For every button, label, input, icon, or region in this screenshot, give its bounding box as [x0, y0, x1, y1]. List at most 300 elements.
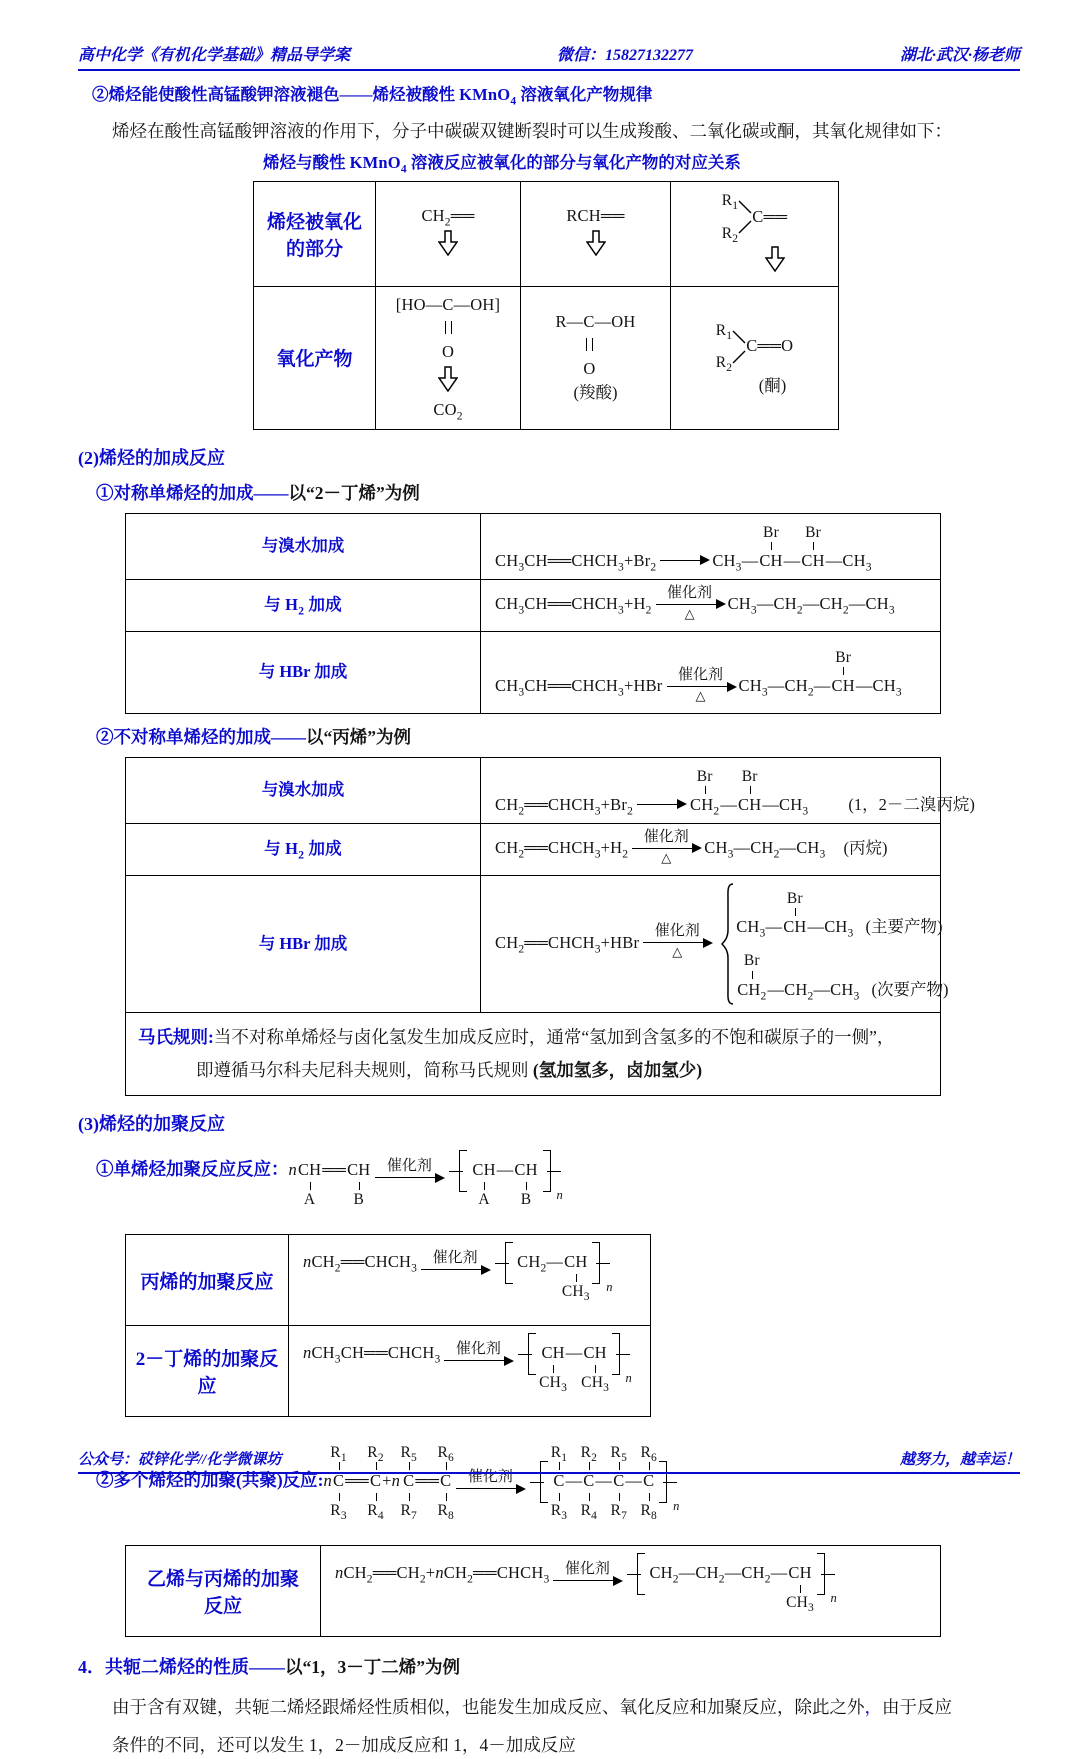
vertical-structure: [421, 206, 474, 261]
chemical-formula: CH: [783, 917, 807, 937]
structure-line: [445, 319, 452, 340]
polymerization-table: [125, 1234, 651, 1417]
t1-products-label: 氧化产物: [254, 286, 376, 429]
chemical-formula: —: [595, 1471, 613, 1491]
polymer-bracket-close: n: [541, 1150, 551, 1192]
oxidation-intro-paragraph: 烯烃在酸性高锰酸钾溶液的作用下，分子中碳碳双键断裂时可以生成羧酸、二氧化碳或酮，其氧化规律如下：: [112, 120, 952, 141]
chemical-formula: $—CH_3$: [807, 917, 854, 940]
row-label: [262, 780, 345, 801]
label-text: (酮): [758, 375, 787, 395]
t1-cell-carboxylic: [521, 286, 671, 429]
chemical-formula: $—CH_2—CH_3$: [767, 979, 860, 1003]
chemical-equation: [495, 883, 948, 1005]
chemical-formula: ══: [345, 1471, 369, 1491]
bond-down: [446, 1493, 447, 1501]
substituted-atom: [831, 648, 855, 697]
bond-cross: [616, 1354, 630, 1355]
chemical-formula: RCH══: [566, 206, 625, 226]
bond-down: [359, 1182, 360, 1190]
chemical-formula: KMnO$_4$: [459, 85, 517, 108]
substituent-top: Br: [786, 889, 803, 907]
reaction-arrow: [660, 558, 708, 563]
substituent-bottom: $R_7$: [610, 1501, 628, 1522]
label-text: 溶液氧化产物规律: [516, 85, 653, 104]
chemical-formula: C: [583, 1471, 595, 1491]
substituent-top: $R_1$: [330, 1443, 347, 1464]
paragraph-text: 由于反应: [882, 1697, 952, 1718]
polymer-bracket-close: n: [590, 1242, 600, 1284]
chemical-formula: CH: [541, 1343, 565, 1363]
reaction-arrow: [632, 829, 700, 866]
subheading-black: 以“丙烯”为例: [306, 727, 411, 747]
down-arrow-icon: [438, 230, 458, 256]
chemical-equation: [495, 639, 902, 706]
row-label: [264, 595, 342, 616]
carbon-double-bond: C══O: [746, 336, 794, 356]
substituted-atom: [347, 1160, 371, 1208]
table-row: [126, 1546, 941, 1637]
product-line: [736, 950, 948, 1001]
down-arrow-icon: [765, 246, 785, 272]
substituted-atom: [437, 1443, 454, 1522]
chemical-formula: $CH_3—CH_2—CH_3$: [704, 838, 826, 861]
chemical-structure: [396, 295, 500, 421]
structure-line: [586, 336, 593, 357]
chemical-equation: [303, 1242, 616, 1318]
chemical-formula: $nCH_2══CH_2+nCH_2══CHCH_3$: [335, 1563, 550, 1586]
product-stack: [736, 887, 949, 1003]
reaction-arrow: [643, 923, 711, 960]
catalyst-label: 催化剂: [432, 1250, 478, 1267]
chemical-formula: $nCH_3CH══CHCH_3$: [303, 1343, 441, 1366]
label-text: (1，2－二溴丙烷): [848, 795, 975, 814]
substituent-bottom: $CH_3$: [539, 1373, 568, 1394]
reaction-arrow: [444, 1341, 512, 1363]
bond-down: [576, 1274, 577, 1282]
structure-line: [421, 206, 474, 227]
bond-up: [752, 971, 753, 979]
t4-butene-label: 2－丁烯的加聚反应: [126, 1326, 289, 1417]
substituent-top: Br: [743, 952, 760, 970]
bond-cross: [663, 1482, 677, 1483]
catalyst-label: 催化剂: [643, 828, 689, 845]
diene-heading-blue: 4．共轭二烯烃的性质——: [78, 1657, 285, 1678]
t3-h2-equation: [481, 823, 941, 875]
chemical-formula: C: [643, 1471, 655, 1491]
vertical-structure: [396, 295, 500, 421]
substituted-atom: [367, 1443, 384, 1522]
delta-label: △: [684, 605, 695, 621]
kmno4-oxidation-table: [253, 181, 839, 430]
bond-cross: [449, 1171, 463, 1172]
bond-cross: [518, 1354, 532, 1355]
chemical-structure: [555, 312, 635, 404]
t2-h2-label: [126, 579, 481, 631]
chemical-formula: $CH_2══CHCH_3+Br_2$: [495, 795, 634, 818]
chemical-formula: C: [403, 1471, 415, 1491]
diagonal-bonds: [738, 192, 752, 242]
substituent-bottom: $R_8$: [640, 1501, 657, 1522]
diene-paragraph-line1: [112, 1693, 1020, 1721]
bond-cross: [596, 1263, 610, 1264]
diene-paragraph: [112, 1693, 1020, 1759]
t5-label: 乙烯与丙烯的加聚 反应: [126, 1546, 321, 1637]
chemical-equation: [289, 1150, 567, 1226]
catalyst-label: 催化剂: [564, 1561, 610, 1578]
chemical-formula: CH: [347, 1160, 371, 1180]
chemical-formula: 与 $H_2$ 加成: [264, 839, 342, 862]
arrow-line: [643, 942, 711, 943]
structure-line: [573, 383, 617, 404]
symmetric-addition-table: [125, 513, 941, 714]
section-addition-heading: (2)烯烃的加成反应: [78, 448, 225, 468]
table-row: [126, 875, 941, 1012]
chemical-formula: CH: [788, 1563, 812, 1583]
delta-label: △: [695, 688, 706, 704]
chemical-formula: $CH_2—CH_2—CH_2—$: [649, 1563, 788, 1586]
polymer-bracket-close: n: [657, 1461, 667, 1503]
chemical-formula: $CH_3—$: [712, 551, 759, 574]
bond-down: [376, 1493, 377, 1501]
header-author: 湖北·武汉·杨老师: [899, 47, 1020, 64]
substituent-top: Br: [741, 767, 758, 785]
t3-hbr-equation: [481, 875, 949, 1012]
t4-propene-label: 丙烯的加聚反应: [126, 1235, 289, 1326]
catalyst-label: 催化剂: [678, 666, 724, 683]
row-label: [259, 934, 348, 955]
label-text: 与溴水加成: [261, 536, 345, 556]
label-text: 与溴水加成: [261, 780, 345, 800]
chemical-formula: C: [553, 1471, 565, 1491]
chemical-formula: CH: [583, 1343, 607, 1363]
coefficient-n: n: [288, 1160, 297, 1180]
substituted-atom: [561, 1252, 590, 1303]
chemical-formula: $CH_2$: [737, 979, 767, 1003]
substituted-atom: [690, 767, 720, 818]
markovnikov-text: 即遵循马尔科夫尼科夫规则，简称马氏规则: [196, 1060, 533, 1081]
t3-bromine-label: [126, 758, 481, 824]
r-group-bottom: $R_2$: [715, 354, 733, 375]
substituted-atom: [786, 1563, 814, 1614]
chemical-formula: $CH_2—$: [517, 1252, 564, 1275]
chemical-equation: [303, 1333, 636, 1409]
chemical-formula: ══: [415, 1471, 440, 1491]
structure-line: [433, 400, 462, 421]
chemical-formula: —: [720, 795, 738, 814]
substituent-top: Br: [805, 523, 821, 541]
t1-cell-r1r2c: [671, 182, 839, 287]
structure-line: [396, 295, 500, 316]
reaction-arrow: [637, 802, 685, 807]
bond-down: [589, 1493, 590, 1501]
chemical-structure: [722, 190, 788, 278]
polymer-bracket-close: n: [610, 1333, 620, 1375]
structure-line: [566, 206, 624, 227]
table-row: [126, 514, 941, 580]
structure-line: [438, 366, 458, 398]
chemical-equation: [495, 828, 888, 868]
substituent-top: Br: [835, 648, 852, 666]
substituted-atom: [550, 1443, 568, 1522]
arrow-line: [553, 1580, 621, 1581]
chemical-structure: [421, 206, 474, 261]
t4-propene-equation: [289, 1235, 651, 1326]
chemical-formula: $CH_2══CHCH_3+H_2$: [495, 838, 629, 861]
structure-line: [759, 376, 787, 397]
r-group-top: $R_1$: [715, 321, 733, 342]
chemical-formula: $CH_2══$: [421, 206, 475, 229]
footer-account: 公众号：砹锌化学//化学微课坊: [78, 1452, 282, 1468]
substituted-atom: [640, 1443, 657, 1522]
bond-cross: [627, 1574, 641, 1575]
chemical-formula: CH: [759, 551, 783, 570]
label-text: (主要产物): [865, 917, 943, 937]
bond-down: [800, 1585, 801, 1593]
t1-cell-ch2: [376, 182, 521, 287]
t2-hbr-equation: [481, 631, 941, 713]
chemical-formula: $nCH_2══CHCH_3$: [303, 1252, 418, 1275]
label-text: 溶液反应被氧化的部分与氧化产物的对应关系: [406, 152, 741, 172]
chemical-formula: —: [496, 1160, 514, 1180]
bond-down: [339, 1493, 340, 1501]
chemical-formula: $CH_3CH══CHCH_3+HBr$: [495, 676, 663, 699]
chemical-formula: $CH_3—CH_2—CH_2—CH_3$: [727, 594, 895, 617]
t4-butene-equation: [289, 1326, 651, 1417]
catalyst-label: 催化剂: [467, 1469, 513, 1486]
subsection-asymmetric-heading: [96, 724, 1020, 749]
bond-down: [619, 1493, 620, 1501]
chemical-formula: CH: [297, 1160, 322, 1180]
substituted-atom: [610, 1443, 628, 1522]
arrow-line: [444, 1360, 512, 1361]
chemical-formula: CH: [801, 551, 825, 570]
chemical-formula: —: [625, 1471, 643, 1491]
reaction-arrow: [421, 1250, 489, 1272]
substituent-top: Br: [696, 767, 713, 785]
substituent-bottom: A: [303, 1190, 316, 1208]
substituted-atom: [737, 952, 767, 1003]
arrow-line: [375, 1177, 443, 1178]
arrow-line: [637, 804, 685, 805]
t2-bromine-equation: [481, 514, 941, 580]
t1-oxidized-part-label: 烯烃被氧化 的部分: [254, 182, 376, 287]
footer-motto: 越努力，越幸运！: [899, 1452, 1020, 1468]
substituted-atom: [330, 1443, 347, 1522]
label-text: 烯烃与酸性: [263, 152, 350, 172]
subheading-blue: ②不对称单烯烃的加成——: [96, 727, 306, 747]
table-row: [254, 286, 839, 429]
chemical-formula: C: [369, 1471, 382, 1491]
chemical-formula: $CH_2$: [690, 795, 720, 818]
t3-bromine-equation: [481, 758, 975, 824]
bond-down: [526, 1182, 527, 1190]
reaction-arrow: [375, 1158, 443, 1180]
delta-label: △: [661, 849, 672, 865]
double-bond-vertical: [586, 338, 593, 351]
substituted-atom: [400, 1443, 417, 1522]
t1-cell-rch: [521, 182, 671, 287]
label-text: (羧酸): [573, 383, 618, 403]
branched-structure: [716, 321, 794, 373]
structure-line: [583, 359, 595, 380]
r-group-top: $R_1$: [721, 192, 739, 213]
substituent-bottom: $CH_3$: [581, 1373, 610, 1394]
t2-h2-equation: [481, 579, 941, 631]
bond-cross: [547, 1171, 561, 1172]
subheading-black: 以“2－丁烯”为例: [288, 483, 420, 503]
chemical-formula: $—CH_3$: [825, 551, 872, 574]
substituent-bottom: $CH_3$: [561, 1282, 590, 1303]
bond-cross: [821, 1574, 835, 1575]
chemical-formula: [HO—C—OH]: [395, 294, 501, 314]
bond-up: [750, 786, 751, 794]
chemical-formula: $—CH_3$: [762, 795, 809, 818]
polymer-bracket-open: [459, 1150, 469, 1192]
label-text: (丙烷): [843, 838, 888, 857]
chemical-formula: CH: [831, 676, 855, 696]
substituent-top: $R_6$: [640, 1443, 657, 1464]
substituent-bottom: $R_4$: [367, 1501, 384, 1522]
kmno4-table-title: [263, 153, 741, 174]
t1-cell-co2: [376, 286, 521, 429]
substituent-bottom: $R_7$: [400, 1501, 417, 1522]
t3-hbr-label: [126, 875, 481, 1012]
diene-heading-black: 以“1，3－丁二烯”为例: [285, 1657, 460, 1678]
structure-line: [716, 320, 794, 373]
arrow-line: [660, 560, 708, 561]
row-label: [262, 536, 345, 557]
chemical-formula: $CH_3—$: [736, 917, 783, 940]
substituted-atom: [581, 1343, 610, 1394]
bond-down: [595, 1365, 596, 1373]
chemical-formula: —: [565, 1343, 583, 1363]
blue-comma: ，: [864, 1697, 882, 1718]
bond-cross: [530, 1482, 544, 1483]
coefficient-n: n: [391, 1471, 401, 1491]
carbon-double-bond: C══: [752, 206, 788, 226]
bond-up: [813, 542, 814, 550]
chemical-formula: C: [440, 1471, 452, 1491]
structure-line: [722, 190, 788, 243]
product-line: [736, 887, 948, 938]
polymer-bracket-open: [637, 1553, 647, 1595]
chemical-formula: $CH_2══CHCH_3+HBr$: [495, 932, 640, 955]
mono-polymerization-label: ①单烯烃加聚反应反应：: [96, 1159, 289, 1180]
substituent-bottom: $R_4$: [580, 1501, 598, 1522]
bond-down: [310, 1182, 311, 1190]
bond-up: [843, 667, 844, 675]
vertical-structure: [555, 312, 635, 404]
substituted-atom: [472, 1160, 496, 1208]
chemical-formula: KMnO$_4$: [349, 152, 407, 175]
chemical-structure: [566, 206, 624, 261]
table-row: [254, 182, 839, 287]
structure-line: [555, 312, 635, 333]
bond-down: [553, 1365, 554, 1373]
reaction-arrow: [553, 1561, 621, 1583]
vertical-structure: [566, 206, 624, 261]
substituent-top: $R_6$: [437, 1443, 454, 1464]
substituted-atom: [514, 1160, 538, 1208]
products-brace-icon: [721, 883, 734, 1005]
chemical-formula: O: [441, 342, 455, 362]
t1-cell-ketone: [671, 286, 839, 429]
chemical-structure: [716, 320, 794, 397]
chemical-formula: —: [783, 551, 801, 570]
structure-line: [442, 342, 454, 363]
substituent-top: $R_5$: [400, 1443, 417, 1464]
chemical-equation: [335, 1553, 841, 1629]
label-text: (次要产物): [871, 979, 949, 999]
polymer-bracket-open: [528, 1333, 538, 1375]
r-group-bottom: $R_2$: [721, 224, 739, 245]
substituent-top: $R_2$: [367, 1443, 384, 1464]
branched-structure: [722, 191, 788, 243]
substituted-atom: [297, 1160, 322, 1208]
delta-label: △: [672, 944, 683, 960]
down-arrow-icon: [438, 366, 458, 392]
markovnikov-rule-cell: [126, 1012, 941, 1096]
substituent-bottom: B: [353, 1190, 364, 1208]
substituent-bottom: $R_3$: [330, 1501, 347, 1522]
chemical-formula: $CH_3—CH_2—$: [738, 676, 831, 699]
chemical-formula: CH: [738, 795, 762, 814]
coefficient-n: n: [323, 1471, 332, 1491]
chemical-formula: ══: [322, 1160, 347, 1180]
page-header: [78, 42, 1020, 71]
table-row: [126, 1326, 651, 1417]
chemical-equation: [495, 765, 975, 816]
bond-down: [649, 1493, 650, 1501]
chemical-formula: $CH_3CH══CHCH_3+H_2$: [495, 594, 652, 617]
asymmetric-addition-table: [125, 757, 975, 1096]
chemical-equation: [495, 584, 895, 624]
catalyst-label: 催化剂: [386, 1158, 432, 1175]
bond-up: [771, 542, 772, 550]
substituted-atom: [759, 523, 783, 572]
structure-line: [438, 230, 458, 262]
chemical-formula: +: [382, 1471, 392, 1491]
table-row: [126, 579, 941, 631]
t2-hbr-label: [126, 631, 481, 713]
arrow-line: [632, 848, 700, 849]
label-text: ②烯烃能使酸性高锰酸钾溶液褪色——烯烃被酸性: [92, 85, 460, 104]
down-arrow-icon: [586, 230, 606, 256]
ethylene-propene-table: [125, 1545, 941, 1637]
table-row: [126, 631, 941, 713]
paragraph-text: 由于含有双键，共轭二烯烃跟烯烃性质相似，也能发生加成反应、氧化反应和加聚反应，除此之外: [112, 1697, 865, 1718]
chemical-formula: $CH_3CH══CHCH_3+Br_2$: [495, 551, 657, 574]
chemical-formula: C: [332, 1471, 345, 1491]
substituent-top: $R_2$: [580, 1443, 598, 1464]
r-groups: [716, 321, 733, 373]
bond-down: [409, 1493, 410, 1501]
co-polymerization-label: ②多个烯烃的加聚(共聚)反应:: [96, 1470, 324, 1491]
reaction-arrow: [656, 585, 724, 622]
row-label: [259, 662, 348, 683]
bond-down: [559, 1493, 560, 1501]
structure-line: [765, 246, 785, 278]
chemical-formula: CH: [514, 1160, 538, 1180]
table-row: [126, 823, 941, 875]
chemical-equation: [495, 521, 872, 572]
r-groups: [722, 191, 739, 243]
chemical-formula: —: [565, 1471, 583, 1491]
catalyst-label: 催化剂: [654, 923, 700, 940]
vertical-structure: [716, 320, 794, 397]
subheading-blue: ①对称单烯烃的加成——: [96, 483, 289, 503]
label-text: 与 HBr 加成: [258, 933, 348, 953]
